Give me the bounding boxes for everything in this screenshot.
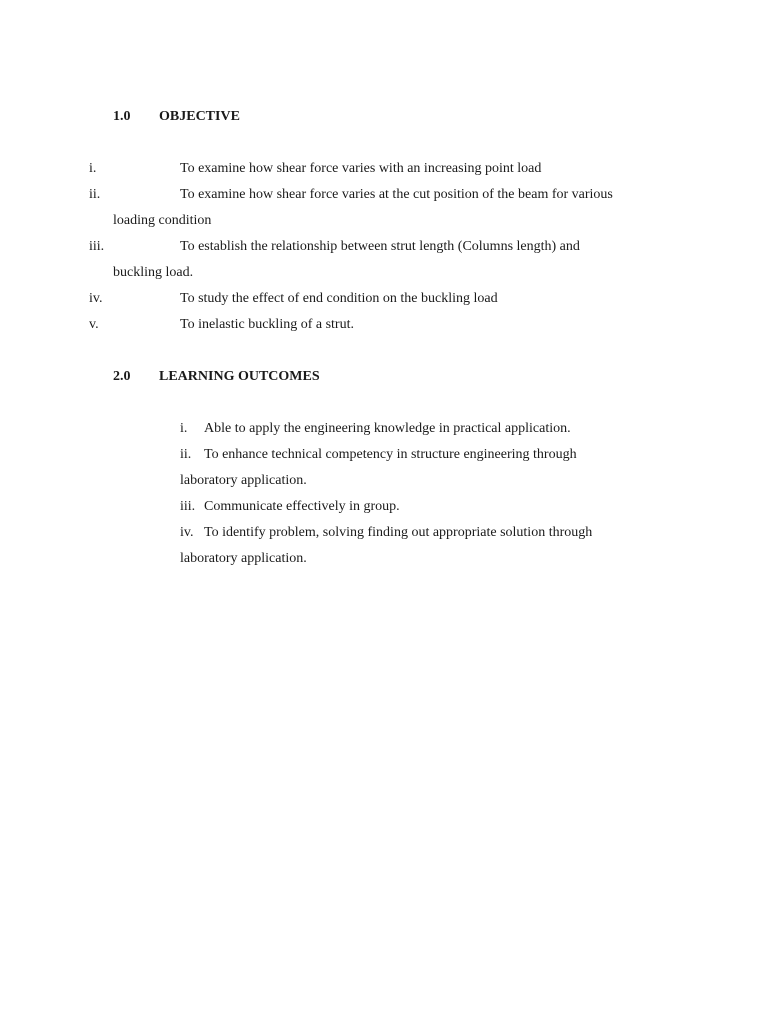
- list-marker: ii.: [180, 447, 192, 462]
- outcome-item-text: To identify problem, solving finding out appropriate solution through: [204, 525, 593, 540]
- list-marker: iv.: [89, 291, 103, 306]
- list-marker: i.: [89, 161, 97, 176]
- section-title: OBJECTIVE: [159, 109, 240, 124]
- objective-item-text-continued: loading condition: [113, 213, 212, 228]
- list-marker: v.: [89, 317, 99, 332]
- objective-item-text: To inelastic buckling of a strut.: [180, 317, 354, 332]
- objective-item-text: To establish the relationship between strut length (Columns length) and: [180, 239, 580, 254]
- section-number: 2.0: [113, 369, 131, 384]
- outcome-item-text: Able to apply the engineering knowledge in practical application.: [204, 421, 571, 436]
- section-title: LEARNING OUTCOMES: [159, 369, 320, 384]
- list-marker: iii.: [89, 239, 105, 254]
- list-marker: iv.: [180, 525, 194, 540]
- outcome-item-text-continued: laboratory application.: [180, 551, 307, 566]
- outcome-item-text: Communicate effectively in group.: [204, 499, 400, 514]
- list-marker: iii.: [180, 499, 196, 514]
- outcome-item-text: To enhance technical competency in structure engineering through: [204, 447, 577, 462]
- objective-item-text: To examine how shear force varies with an increasing point load: [180, 161, 542, 176]
- objective-item-text-continued: buckling load.: [113, 265, 194, 280]
- objective-item-text: To study the effect of end condition on the buckling load: [180, 291, 498, 306]
- list-marker: ii.: [89, 187, 101, 202]
- objective-item-text: To examine how shear force varies at the cut position of the beam for various: [180, 187, 613, 202]
- section-number: 1.0: [113, 109, 131, 124]
- list-marker: i.: [180, 421, 188, 436]
- outcome-item-text-continued: laboratory application.: [180, 473, 307, 488]
